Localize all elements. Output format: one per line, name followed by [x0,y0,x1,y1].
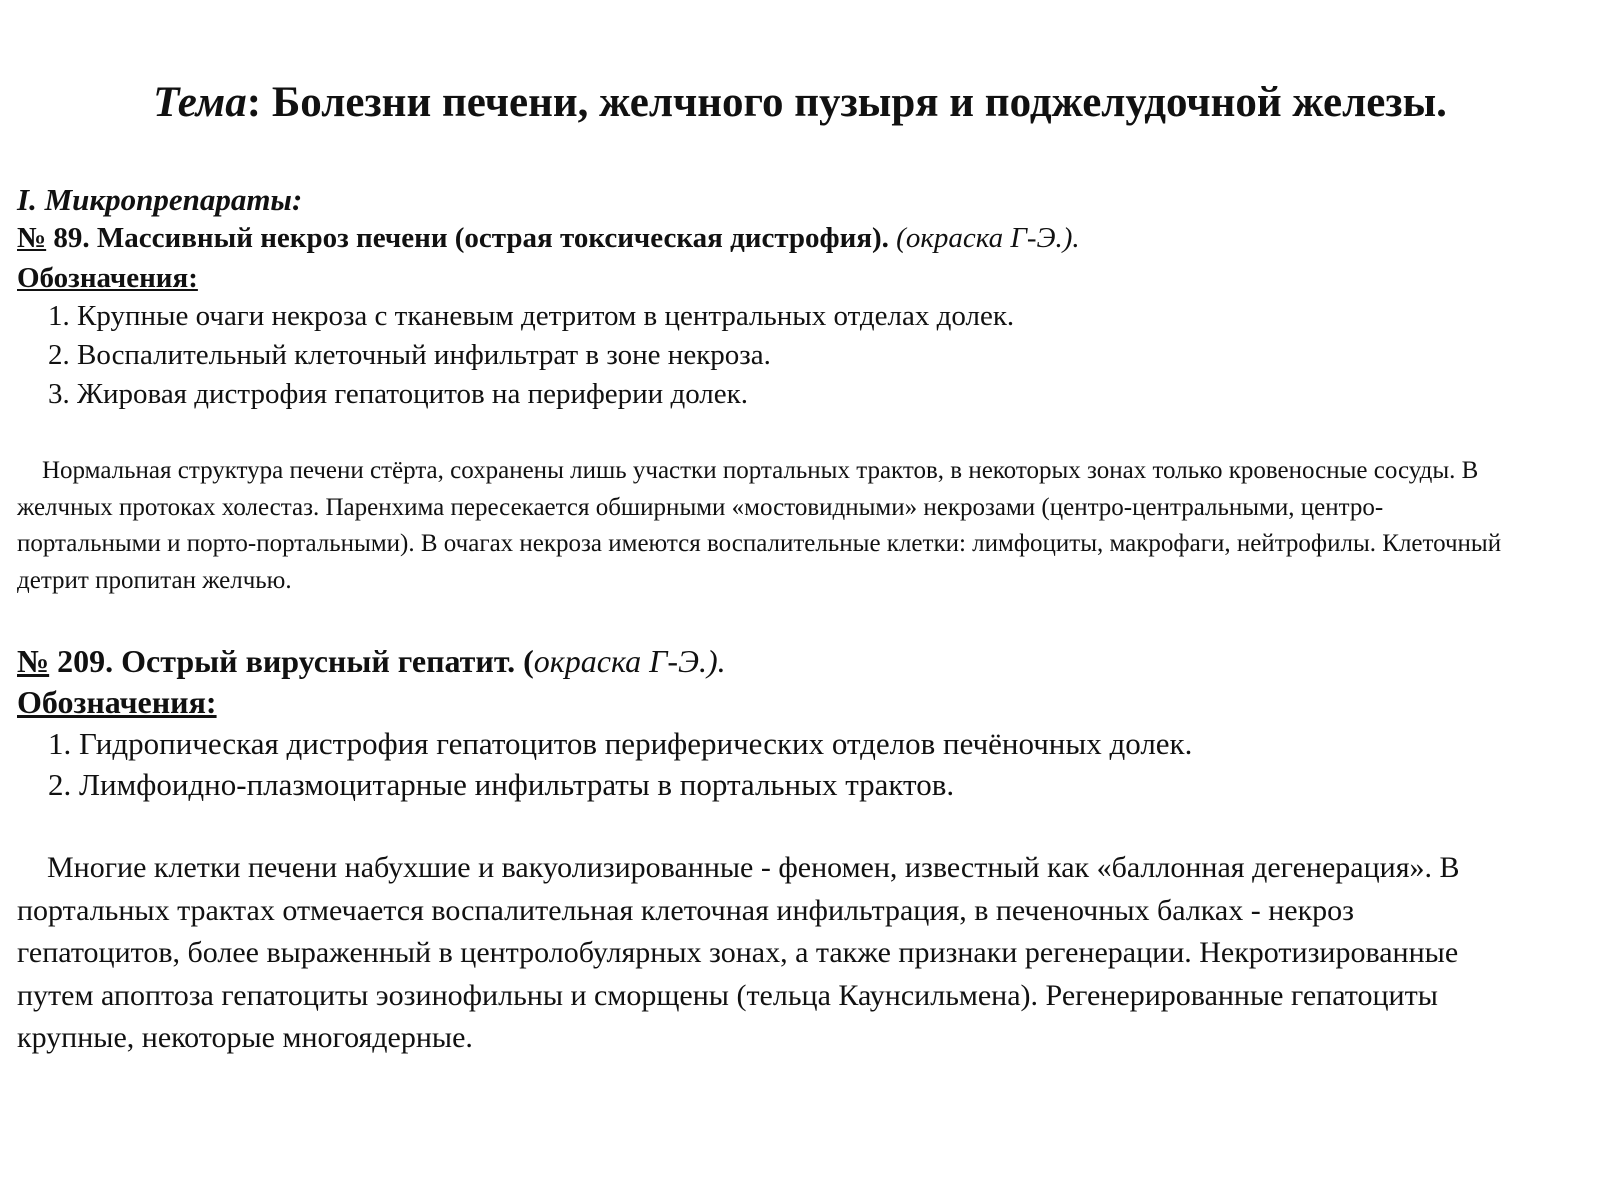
specimen-89-legend-list [48,297,1014,414]
list-item: 1. Крупные очаги некроза с тканевым детритом в центральных отделах долек. [48,300,1015,332]
title-label: Тема [153,79,247,126]
specimen-89-legend-label: Обозначения: [17,262,198,294]
specimen-209-heading [17,640,726,682]
specimen-209-stain: окраска Г-Э.). [533,643,726,679]
section-heading: I. Микропрепараты: [17,182,303,217]
title-text: : Болезни печени, желчного пузыря и поджелудочной железы. [246,79,1447,126]
specimen-209-description [17,847,1517,1060]
specimen-209-description-text: Многие клетки печени набухшие и вакуолизированные - феномен, известный как «баллонная дегенерация». В портальных трактах отмечается воспалительная клеточная инфильтрация, в печеночных балках - некроз гепатоцитов, более выраженный в центролобулярных зонах, а также признаки регенерации. Некротизированные путем апоптоза гепатоциты эозинофильны и сморщены (тельца Каунсильмена). Регенерированные гепатоциты крупные, некоторые многоядерные. [17,851,1460,1054]
list-item: 3. Жировая дистрофия гепатоцитов на периферии долек. [48,378,748,410]
specimen-89-description-text: Нормальная структура печени стёрта, сохранены лишь участки портальных трактов, в некоторых зонах только кровеносные сосуды. В желчных протоках холестаз. Паренхима пересекается обширными «мостовидными» некрозами (центро-центральными, центро-портальными и порто-портальными). В очагах некроза имеются воспалительные клетки: лимфоциты, макрофаги, нейтрофилы. Клеточный детрит пропитан желчью. [17,457,1502,594]
list-item: 1. Гидропическая дистрофия гепатоцитов периферических отделов печёночных долек. [48,726,1193,761]
number-sign: № [17,643,50,679]
specimen-89-stain: (окраска Г-Э.). [888,222,1080,254]
number-sign: № [17,222,47,254]
list-item: 2. Лимфоидно-плазмоцитарные инфильтраты в портальных трактов. [48,767,955,802]
specimen-89-title: 89. Массивный некроз печени (острая токсическая дистрофия). [46,222,889,254]
specimen-89-description [17,453,1517,599]
specimen-209-legend-list [48,723,1192,805]
specimen-209-title: 209. Острый вирусный гепатит. ( [49,643,534,679]
specimen-209-legend-label: Обозначения: [17,684,217,720]
list-item: 2. Воспалительный клеточный инфильтрат в зоне некроза. [48,339,771,371]
specimen-89-heading [17,219,1080,257]
page-title [0,76,1600,130]
